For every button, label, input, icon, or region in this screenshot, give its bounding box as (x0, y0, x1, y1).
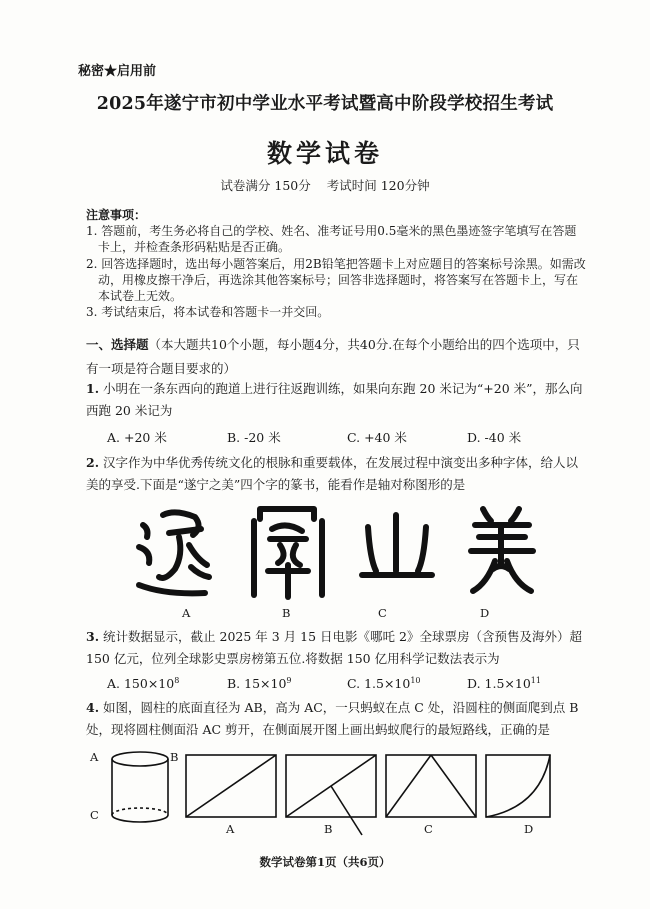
option-d: D. -40 米 (467, 430, 522, 445)
question-4 (86, 697, 586, 741)
seal-script-figures (135, 505, 545, 600)
seal-glyph-c (362, 515, 432, 575)
point-b-label: B (170, 750, 179, 764)
fig-label-c: C (424, 822, 433, 836)
point-a-label: A (90, 750, 99, 764)
option-c-figure (386, 755, 476, 817)
question-number: 2. (86, 455, 100, 470)
question-text: 小明在一条东西向的跑道上进行往返跑训练，如果向东跑 20 米记为“+20 米”，那么向西跑 20 米记为 (86, 381, 583, 418)
question-3 (86, 626, 586, 670)
option-d: D. $1.5\times 10^{11}$ (467, 676, 541, 692)
q3-options (107, 676, 587, 691)
question-number: 3. (86, 629, 100, 644)
point-c-label: C (90, 808, 99, 822)
notice-block (86, 207, 586, 320)
section-title: 一、选择题 (86, 337, 149, 352)
fig-label-d: D (524, 822, 534, 836)
option-d-figure (486, 755, 550, 817)
duration: 考试时间 120分钟 (326, 178, 430, 193)
page-footer: 数学试卷第1页（共6页） (259, 855, 391, 869)
seal-glyph-d (471, 509, 533, 591)
seal-glyph-a (139, 512, 209, 593)
cylinder-figure (112, 752, 168, 822)
glyph-label-d: D (480, 606, 490, 620)
notice-item: 2. 回答选择题时，选出每小题答案后，用2B铅笔把答题卡上对应题目的答案标号涂黑。如需改动，用橡皮擦干净后，再选涂其他答案标号；回答非选择题时，将答案写在答题卡上，写在本试卷上无效。 (86, 256, 586, 304)
notice-item: 1. 答题前，考生务必将自己的学校、姓名、准考证号用0.5毫米的黑色墨迹签字笔填写在答题卡上，并检查条形码粘贴是否正确。 (86, 224, 577, 255)
section-heading (86, 333, 586, 381)
exam-info (0, 176, 650, 194)
question-text: 统计数据显示，截止 2025 年 3 月 15 日电影《哪吒 2》全球票房（含预售及海外）超 150 亿元，位列全球影史票房榜第五位.将数据 150 亿用科学记数法表示为 (86, 629, 582, 666)
seal-glyph-b (254, 509, 322, 597)
option-b: B. -20 米 (227, 430, 281, 445)
question-text: 如图，圆柱的底面直径为 AB，高为 AC，一只蚂蚁在点 C 处，沿圆柱的侧面爬到点 B 处，现将圆柱侧面沿 AC 剪开，在侧面展开图上画出蚂蚁爬行的最短路线，正确的是 (86, 700, 579, 737)
paper-subtitle: 数学试卷 (266, 139, 383, 168)
option-c: C. +40 米 (347, 430, 407, 445)
question-number: 1. (86, 381, 100, 396)
question-number: 4. (86, 700, 100, 715)
question-text: 汉字作为中华优秀传统文化的根脉和重要载体，在发展过程中演变出多种字体，给人以美的享受.下面是“遂宁之美”四个字的篆书，能看作是轴对称图形的是 (86, 455, 579, 492)
question-2 (86, 452, 586, 496)
fig-label-a: A (226, 822, 235, 836)
section-desc: （本大题共10个小题，每小题4分，共40分.在每个小题给出的四个选项中，只有一项是符合题目要求的） (86, 337, 580, 376)
notice-item: 3. 考试结束后，将本试卷和答题卡一并交回。 (86, 305, 330, 320)
secret-label: 秘密★启用前 (78, 64, 157, 79)
glyph-label-a: A (182, 606, 191, 620)
exam-title: 2025年遂宁市初中学业水平考试暨高中阶段学校招生考试 (96, 94, 554, 114)
option-c: C. $1.5\times 10^{10}$ (347, 676, 421, 692)
option-a: A. $150\times 10^8$ (107, 676, 180, 692)
glyph-label-b: B (282, 606, 291, 620)
fig-label-b: B (324, 822, 333, 836)
option-a: A. +20 米 (107, 430, 167, 445)
notice-title: 注意事项： (86, 208, 147, 222)
question-1 (86, 378, 586, 422)
q1-options (107, 428, 587, 446)
option-b: B. $15\times 10^9$ (227, 676, 292, 692)
glyph-label-c: C (378, 606, 387, 620)
option-a-figure (186, 755, 276, 817)
full-score: 试卷满分 150分 (220, 178, 311, 193)
